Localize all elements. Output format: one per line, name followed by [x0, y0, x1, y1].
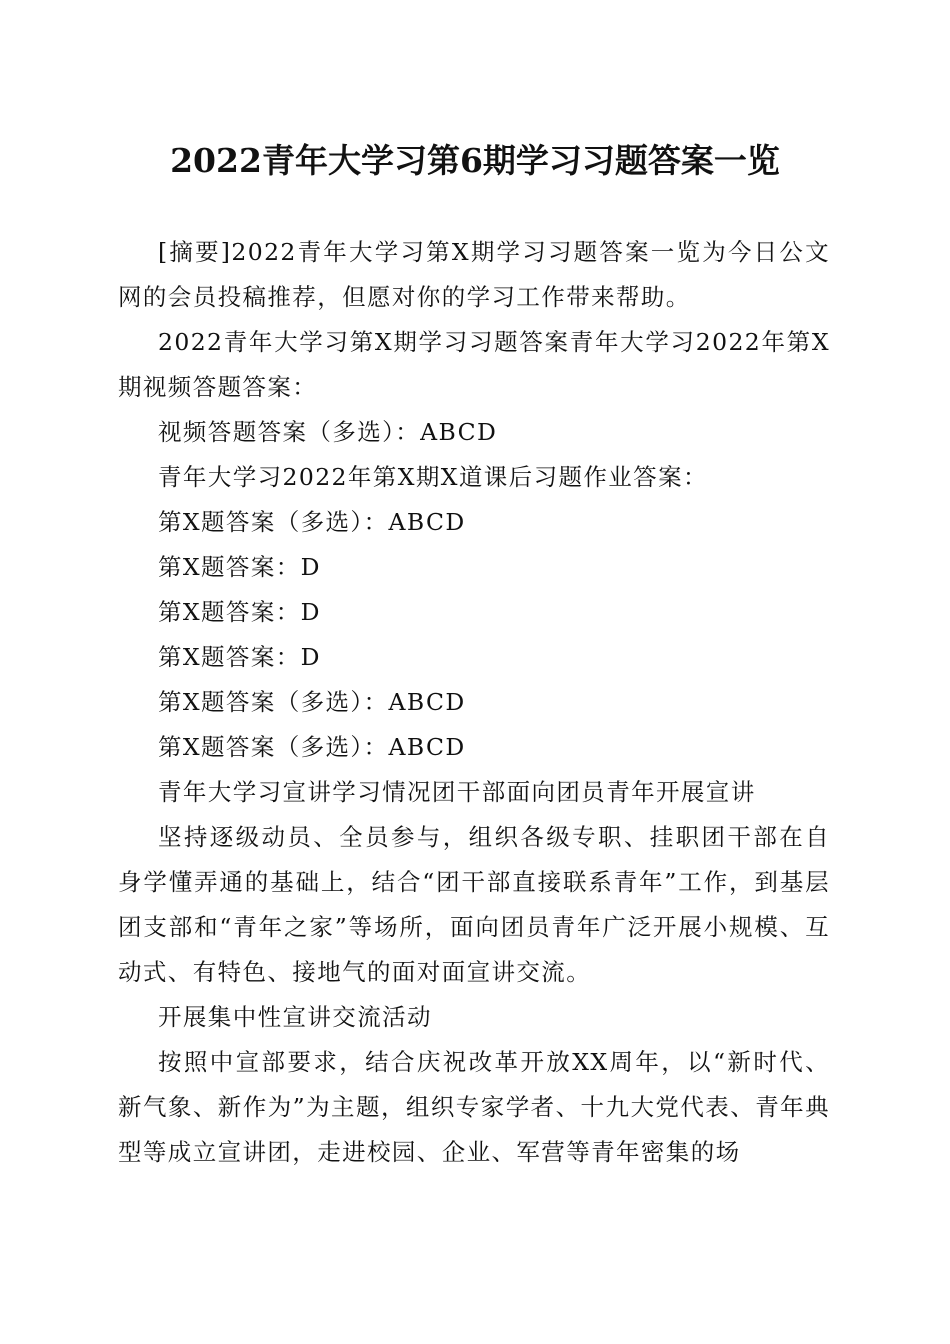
- body-paragraph-2: 按照中宣部要求，结合庆祝改革开放XX周年，以“新时代、新气象、新作为”为主题，组织专家学者、十九大党代表、青年典型等成立宣讲团，走进校园、企业、军营等青年密集的场: [118, 1048, 830, 1166]
- intro-paragraph: 2022青年大学习第X期学习习题答案青年大学习2022年第X期视频答题答案：: [118, 328, 830, 401]
- body-paragraph-1: 坚持逐级动员、全员参与，组织各级专职、挂职团干部在自身学懂弄通的基础上，结合“团干部直接联系青年”工作，到基层团支部和“青年之家”等场所，面向团员青年广泛开展小规模、互动式、有特色、接地气的面对面宣讲交流。: [118, 823, 830, 986]
- section-heading-1: 青年大学习宣讲学习情况团干部面向团员青年开展宣讲: [158, 778, 756, 806]
- answer-line-4: 第X题答案：D: [158, 643, 321, 671]
- answer-line-2: 第X题答案：D: [158, 553, 321, 581]
- answer-line-5: 第X题答案（多选）：ABCD: [158, 688, 466, 716]
- document-title: 2022青年大学习第6期学习习题答案一览: [170, 141, 780, 180]
- answer-line-3: 第X题答案：D: [158, 598, 321, 626]
- answer-line-6: 第X题答案（多选）：ABCD: [158, 733, 466, 761]
- document-body: [118, 230, 830, 1175]
- section-heading-2: 开展集中性宣讲交流活动: [158, 1003, 432, 1031]
- homework-heading-line: 青年大学习2022年第X期X道课后习题作业答案：: [158, 463, 708, 491]
- video-answer-line: 视频答题答案（多选）：ABCD: [158, 418, 498, 446]
- answer-line-1: 第X题答案（多选）：ABCD: [158, 508, 466, 536]
- abstract-paragraph: [摘要]2022青年大学习第X期学习习题答案一览为今日公文网的会员投稿推荐，但愿对你的学习工作带来帮助。: [118, 238, 830, 311]
